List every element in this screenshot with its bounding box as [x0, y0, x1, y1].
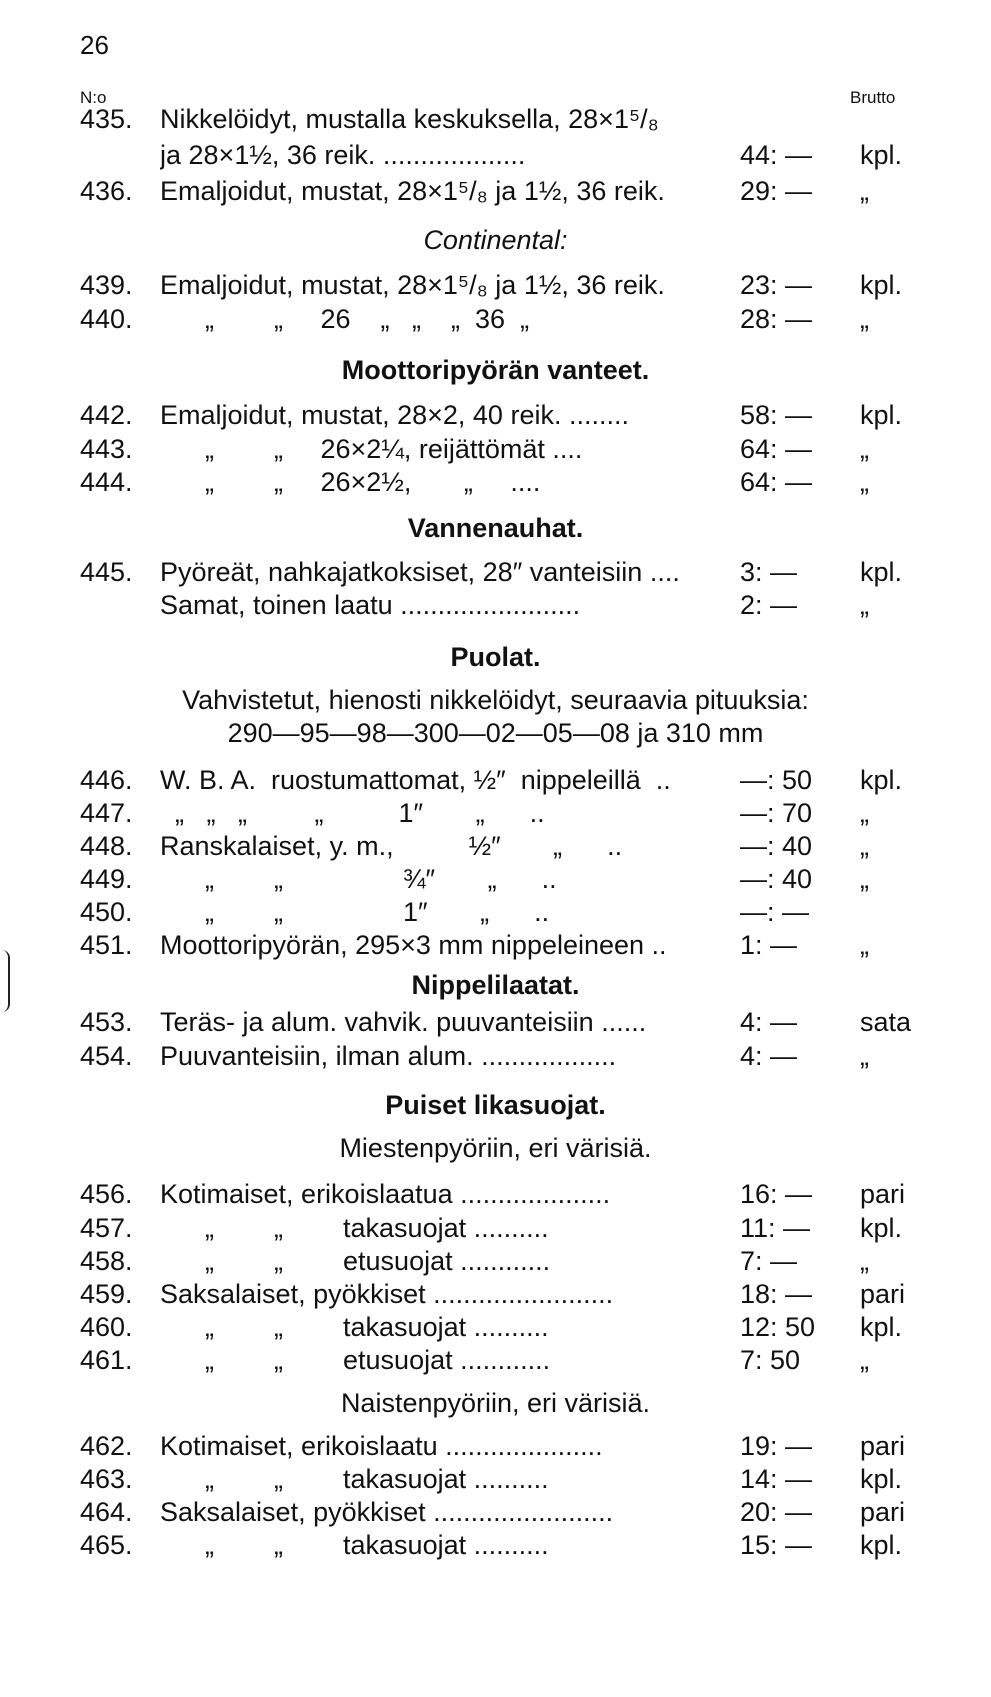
list-item [0, 1007, 991, 1043]
item-price: 18: — [740, 1279, 813, 1309]
item-price: 29: — [740, 176, 813, 206]
item-number: 445. [80, 557, 133, 587]
list-item [0, 1246, 991, 1282]
item-description: „ „ takasuojat .......... [160, 1464, 549, 1494]
item-number: 443. [80, 434, 133, 464]
item-number: 457. [80, 1213, 133, 1243]
item-description: „ „ „ „ 1″ „ .. [160, 798, 545, 828]
item-description: „ „ 26 „ „ „ 36 „ [160, 304, 530, 334]
item-unit: sata [860, 1007, 912, 1037]
item-unit: „ [860, 798, 869, 828]
item-price: 1: — [740, 930, 798, 960]
item-price: —: — [740, 897, 810, 927]
item-description: Kotimaiset, erikoislaatua .................... [160, 1179, 611, 1209]
list-item [0, 897, 991, 933]
list-item [0, 1213, 991, 1249]
item-number: 460. [80, 1312, 133, 1342]
list-item [0, 1464, 991, 1500]
item-unit: kpl. [860, 140, 903, 170]
list-item [0, 467, 991, 503]
item-number: 464. [80, 1497, 133, 1527]
item-number: 459. [80, 1279, 133, 1309]
section-heading-nippelilaatat: Nippelilaatat. [411, 970, 580, 1000]
item-number: 435. [80, 104, 133, 134]
item-description: W. B. A. ruostumattomat, ½″ nippeleillä .. [160, 765, 671, 795]
item-unit: „ [860, 304, 869, 334]
section-heading-continental: Continental: [423, 225, 568, 255]
item-description: Puuvanteisiin, ilman alum. .................. [160, 1041, 617, 1071]
item-description: „ „ takasuojat .......... [160, 1213, 549, 1243]
item-description: Saksalaiset, pyökkiset ........................ [160, 1279, 614, 1309]
item-number: 436. [80, 176, 133, 206]
item-number: 463. [80, 1464, 133, 1494]
item-price: 15: — [740, 1530, 813, 1560]
list-item [0, 831, 991, 867]
item-number: 465. [80, 1530, 133, 1560]
section-heading-puiset-likasuojat: Puiset likasuojat. [385, 1090, 606, 1120]
list-item [0, 1179, 991, 1215]
item-price: 16: — [740, 1179, 813, 1209]
item-unit: kpl. [860, 1213, 903, 1243]
item-unit: „ [860, 930, 869, 960]
column-header-number: N:o [80, 88, 107, 107]
section-subheading-naisten: Naistenpyöriin, eri värisiä. [340, 1388, 651, 1418]
section-subheading-miesten: Miestenpyöriin, eri värisiä. [339, 1133, 652, 1163]
item-price: 11: — [740, 1213, 811, 1243]
item-description: Pyöreät, nahkajatkoksiset, 28″ vanteisiin .... [160, 557, 680, 587]
item-description: Emaljoidut, mustat, 28×1⁵/₈ ja 1½, 36 reik. [160, 176, 665, 206]
item-number: 462. [80, 1431, 133, 1461]
item-price: 58: — [740, 400, 813, 430]
item-price: 14: — [740, 1464, 813, 1494]
list-item [0, 1279, 991, 1315]
item-price: —: 50 [740, 765, 813, 795]
item-price: 20: — [740, 1497, 813, 1527]
item-description: „ „ 26×2½, „ .... [160, 467, 541, 497]
item-price: 7: — [740, 1246, 798, 1276]
item-description: ja 28×1½, 36 reik. ................... [160, 140, 526, 170]
item-price: 28: — [740, 304, 813, 334]
item-number: 451. [80, 930, 133, 960]
item-price: —: 40 [740, 864, 813, 894]
item-number: 450. [80, 897, 133, 927]
item-price: 2: — [740, 590, 798, 620]
list-item [0, 765, 991, 801]
section-heading-puolat: Puolat. [450, 642, 541, 672]
item-description: Kotimaiset, erikoislaatu ..................... [160, 1431, 603, 1461]
section-text: 290—95—98—300—02—05—08 ja 310 mm [227, 718, 764, 748]
item-unit: kpl. [860, 1312, 903, 1342]
item-price: 7: 50 [740, 1345, 801, 1375]
item-unit: pari [860, 1279, 906, 1309]
item-price: 19: — [740, 1431, 813, 1461]
item-unit: „ [860, 1041, 869, 1071]
item-unit: „ [860, 831, 869, 861]
list-item [0, 798, 991, 834]
item-unit: „ [860, 176, 869, 206]
list-item [0, 104, 991, 140]
section-heading-vannenauhat: Vannenauhat. [407, 513, 584, 543]
item-description: „ „ ¾″ „ .. [160, 864, 557, 894]
item-description: „ „ takasuojat .......... [160, 1530, 549, 1560]
item-price: 3: — [740, 557, 798, 587]
item-number: 458. [80, 1246, 133, 1276]
item-description: Moottoripyörän, 295×3 mm nippeleineen .. [160, 930, 667, 960]
item-price: 44: — [740, 140, 813, 170]
item-unit: kpl. [860, 400, 903, 430]
list-item [0, 557, 991, 593]
item-number: 454. [80, 1041, 133, 1071]
item-number: 456. [80, 1179, 133, 1209]
item-unit: „ [860, 590, 869, 620]
item-description: „ „ 26×2¼, reijättömät .... [160, 434, 583, 464]
item-description: Nikkelöidyt, mustalla keskuksella, 28×1⁵/₈ [160, 104, 659, 134]
item-unit: „ [860, 1345, 869, 1375]
item-number: 442. [80, 400, 133, 430]
item-number: 440. [80, 304, 133, 334]
item-unit: kpl. [860, 1530, 903, 1560]
list-item [0, 176, 991, 212]
list-item [0, 1312, 991, 1348]
list-item [0, 434, 991, 470]
item-description: „ „ etusuojat ............ [160, 1345, 551, 1375]
item-unit: „ [860, 434, 869, 464]
item-number: 461. [80, 1345, 133, 1375]
item-description: Samat, toinen laatu ........................ [160, 590, 581, 620]
item-unit: pari [860, 1497, 906, 1527]
item-description: Emaljoidut, mustat, 28×2, 40 reik. ........ [160, 400, 629, 430]
page-number: 26 [80, 30, 109, 60]
list-item [0, 1497, 991, 1533]
item-description: „ „ 1″ „ .. [160, 897, 550, 927]
item-price: —: 40 [740, 831, 813, 861]
item-price: 4: — [740, 1041, 798, 1071]
list-item [0, 270, 991, 306]
item-number: 449. [80, 864, 133, 894]
item-description: Ranskalaiset, y. m., ½″ „ .. [160, 831, 623, 861]
list-item [0, 930, 991, 966]
section-text: Vahvistetut, hienosti nikkelöidyt, seuraavia pituuksia: [182, 685, 809, 715]
item-description: Saksalaiset, pyökkiset ........................ [160, 1497, 614, 1527]
item-price: 23: — [740, 270, 813, 300]
list-item [0, 1431, 991, 1467]
item-number: 444. [80, 467, 133, 497]
section-heading-moottoripyoran-vanteet: Moottoripyörän vanteet. [341, 355, 650, 385]
item-number: 439. [80, 270, 133, 300]
item-price: 12: 50 [740, 1312, 816, 1342]
list-item [0, 1530, 991, 1566]
item-number: 448. [80, 831, 133, 861]
item-unit: „ [860, 1246, 869, 1276]
item-unit: pari [860, 1431, 906, 1461]
item-unit: kpl. [860, 1464, 903, 1494]
item-number: 447. [80, 798, 133, 828]
item-unit: „ [860, 864, 869, 894]
item-description: Teräs- ja alum. vahvik. puuvanteisiin ...... [160, 1007, 647, 1037]
item-unit: kpl. [860, 270, 903, 300]
item-number: 453. [80, 1007, 133, 1037]
item-description: Emaljoidut, mustat, 28×1⁵/₈ ja 1½, 36 reik. [160, 270, 665, 300]
list-item [0, 140, 991, 176]
list-item [0, 1041, 991, 1077]
list-item [0, 1345, 991, 1381]
item-unit: pari [860, 1179, 906, 1209]
item-unit: „ [860, 467, 869, 497]
column-header-brutto: Brutto [850, 88, 896, 107]
item-price: 4: — [740, 1007, 798, 1037]
list-item [0, 304, 991, 340]
item-price: —: 70 [740, 798, 813, 828]
list-item [0, 400, 991, 436]
item-description: „ „ etusuojat ............ [160, 1246, 551, 1276]
list-item [0, 590, 991, 626]
list-item [0, 864, 991, 900]
item-price: 64: — [740, 434, 813, 464]
item-unit: kpl. [860, 557, 903, 587]
item-number: 446. [80, 765, 133, 795]
item-unit: kpl. [860, 765, 903, 795]
item-price: 64: — [740, 467, 813, 497]
item-description: „ „ takasuojat .......... [160, 1312, 549, 1342]
